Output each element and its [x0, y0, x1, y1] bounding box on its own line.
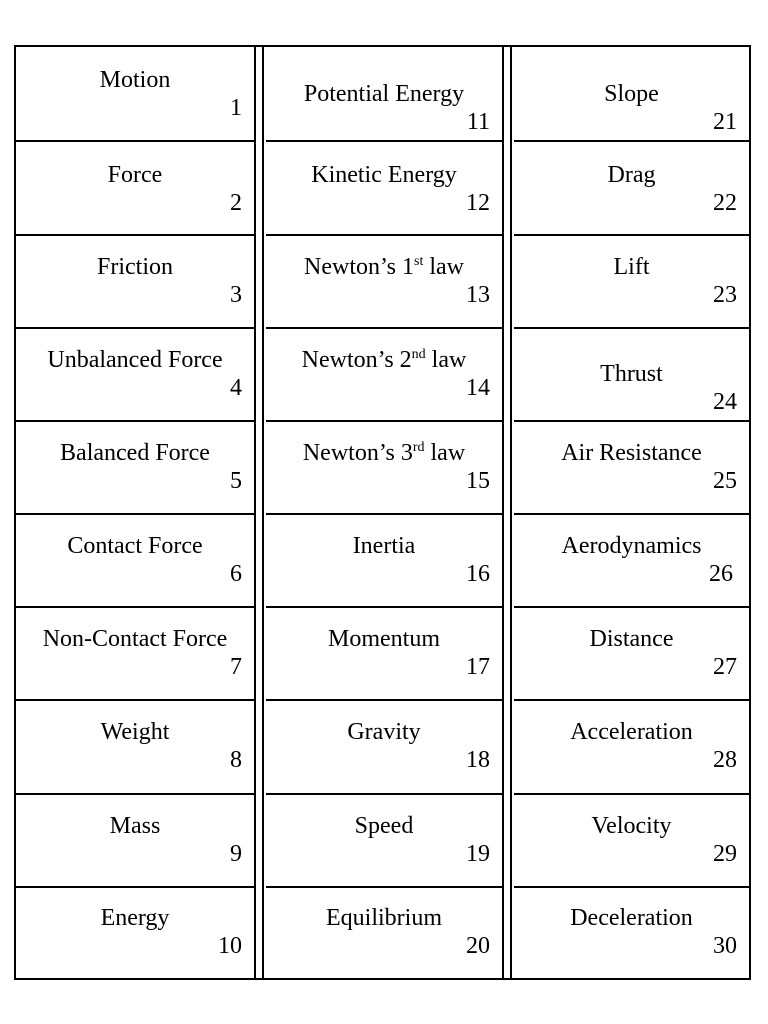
card-term: Potential Energy	[303, 81, 465, 107]
card-number: 18	[466, 747, 490, 773]
card-number: 8	[230, 747, 242, 773]
ordinal-suffix: st	[414, 254, 424, 269]
card-term: Weight	[100, 719, 170, 745]
card-number: 10	[218, 933, 242, 959]
ordinal-suffix: nd	[411, 347, 426, 362]
column-2	[266, 47, 502, 978]
column-1	[16, 47, 254, 978]
card-term: Momentum	[328, 626, 440, 652]
card-term: Slope	[604, 81, 659, 107]
card-number: 24	[713, 389, 737, 415]
card-number: 11	[466, 109, 490, 135]
card-cell	[514, 701, 749, 794]
card-term: Kinetic Energy	[311, 162, 457, 188]
card-term: Non-Contact Force	[42, 626, 228, 652]
card-number: 7	[230, 654, 242, 680]
card-number: 21	[713, 109, 737, 135]
card-term-suffix: law	[423, 254, 464, 280]
card-cell	[266, 47, 502, 140]
card-cell	[266, 142, 502, 235]
card-cell	[266, 701, 502, 794]
card-cell	[266, 422, 502, 515]
card-term: Speed	[354, 813, 414, 839]
card-term	[266, 346, 502, 374]
card-number: 22	[713, 190, 737, 216]
card-cell	[16, 329, 254, 422]
card-cell	[266, 795, 502, 888]
card-cell	[16, 608, 254, 701]
card-term: Air Resistance	[561, 440, 702, 466]
card-number: 20	[466, 933, 490, 959]
card-term	[266, 439, 502, 467]
card-cell	[514, 47, 749, 140]
column-divider	[262, 47, 264, 978]
column-divider	[254, 47, 256, 978]
card-term: Drag	[607, 162, 656, 188]
card-term: Motion	[99, 67, 171, 93]
card-term: Distance	[589, 626, 674, 652]
card-number: 16	[466, 561, 490, 587]
card-term: Deceleration	[570, 905, 693, 931]
card-number: 4	[230, 375, 242, 401]
card-number: 29	[713, 841, 737, 867]
card-cell	[514, 236, 749, 329]
card-term: Equilibrium	[326, 905, 442, 931]
card-number: 2	[230, 190, 242, 216]
column-3	[514, 47, 749, 978]
card-cell	[266, 515, 502, 608]
card-term: Contact Force	[67, 533, 203, 559]
card-number: 19	[466, 841, 490, 867]
card-cell	[266, 329, 502, 422]
card-number: 26	[709, 561, 733, 587]
card-term	[266, 253, 502, 281]
card-cell	[514, 608, 749, 701]
card-term: Aerodynamics	[561, 533, 702, 559]
card-cell	[266, 888, 502, 981]
card-cell	[16, 701, 254, 794]
card-number: 27	[713, 654, 737, 680]
card-number: 5	[230, 468, 242, 494]
card-term-suffix: law	[424, 440, 466, 466]
card-number: 30	[713, 933, 737, 959]
card-cell	[514, 888, 749, 981]
card-term-prefix: Newton’s 2	[301, 347, 412, 373]
card-cell	[514, 142, 749, 235]
card-cell	[514, 515, 749, 608]
card-number: 12	[466, 190, 490, 216]
card-cell	[16, 142, 254, 235]
card-number: 1	[230, 95, 242, 121]
card-cell	[16, 422, 254, 515]
card-cell	[16, 47, 254, 140]
card-term: Acceleration	[570, 719, 693, 745]
card-term: Lift	[613, 254, 650, 280]
card-cell	[514, 329, 749, 422]
card-term: Force	[107, 162, 163, 188]
column-divider	[510, 47, 512, 978]
card-cell	[16, 888, 254, 981]
card-cell	[514, 422, 749, 515]
column-divider	[502, 47, 504, 978]
ordinal-suffix: rd	[412, 440, 425, 455]
card-term: Mass	[109, 813, 161, 839]
card-cell	[514, 795, 749, 888]
card-term: Gravity	[347, 719, 421, 745]
vocabulary-card-grid	[14, 45, 751, 980]
card-number: 6	[230, 561, 242, 587]
card-cell	[16, 795, 254, 888]
card-term: Friction	[97, 254, 173, 280]
card-term: Energy	[100, 905, 170, 931]
card-term-prefix: Newton’s 3	[302, 440, 413, 466]
card-number: 28	[713, 747, 737, 773]
card-term: Inertia	[352, 533, 416, 559]
card-number: 3	[230, 282, 242, 308]
card-cell	[266, 608, 502, 701]
card-term: Unbalanced Force	[47, 347, 223, 373]
card-cell	[16, 236, 254, 329]
card-term: Balanced Force	[60, 440, 210, 466]
card-term-prefix: Newton’s 1	[304, 254, 414, 280]
card-cell	[266, 236, 502, 329]
card-number: 13	[466, 282, 490, 308]
card-number: 15	[466, 468, 490, 494]
card-term-suffix: law	[425, 347, 467, 373]
card-number: 17	[466, 654, 490, 680]
card-term: Thrust	[600, 361, 663, 387]
card-cell	[16, 515, 254, 608]
card-term: Velocity	[591, 813, 672, 839]
card-number: 23	[713, 282, 737, 308]
card-number: 25	[713, 468, 737, 494]
card-number: 14	[466, 375, 490, 401]
card-number: 9	[230, 841, 242, 867]
